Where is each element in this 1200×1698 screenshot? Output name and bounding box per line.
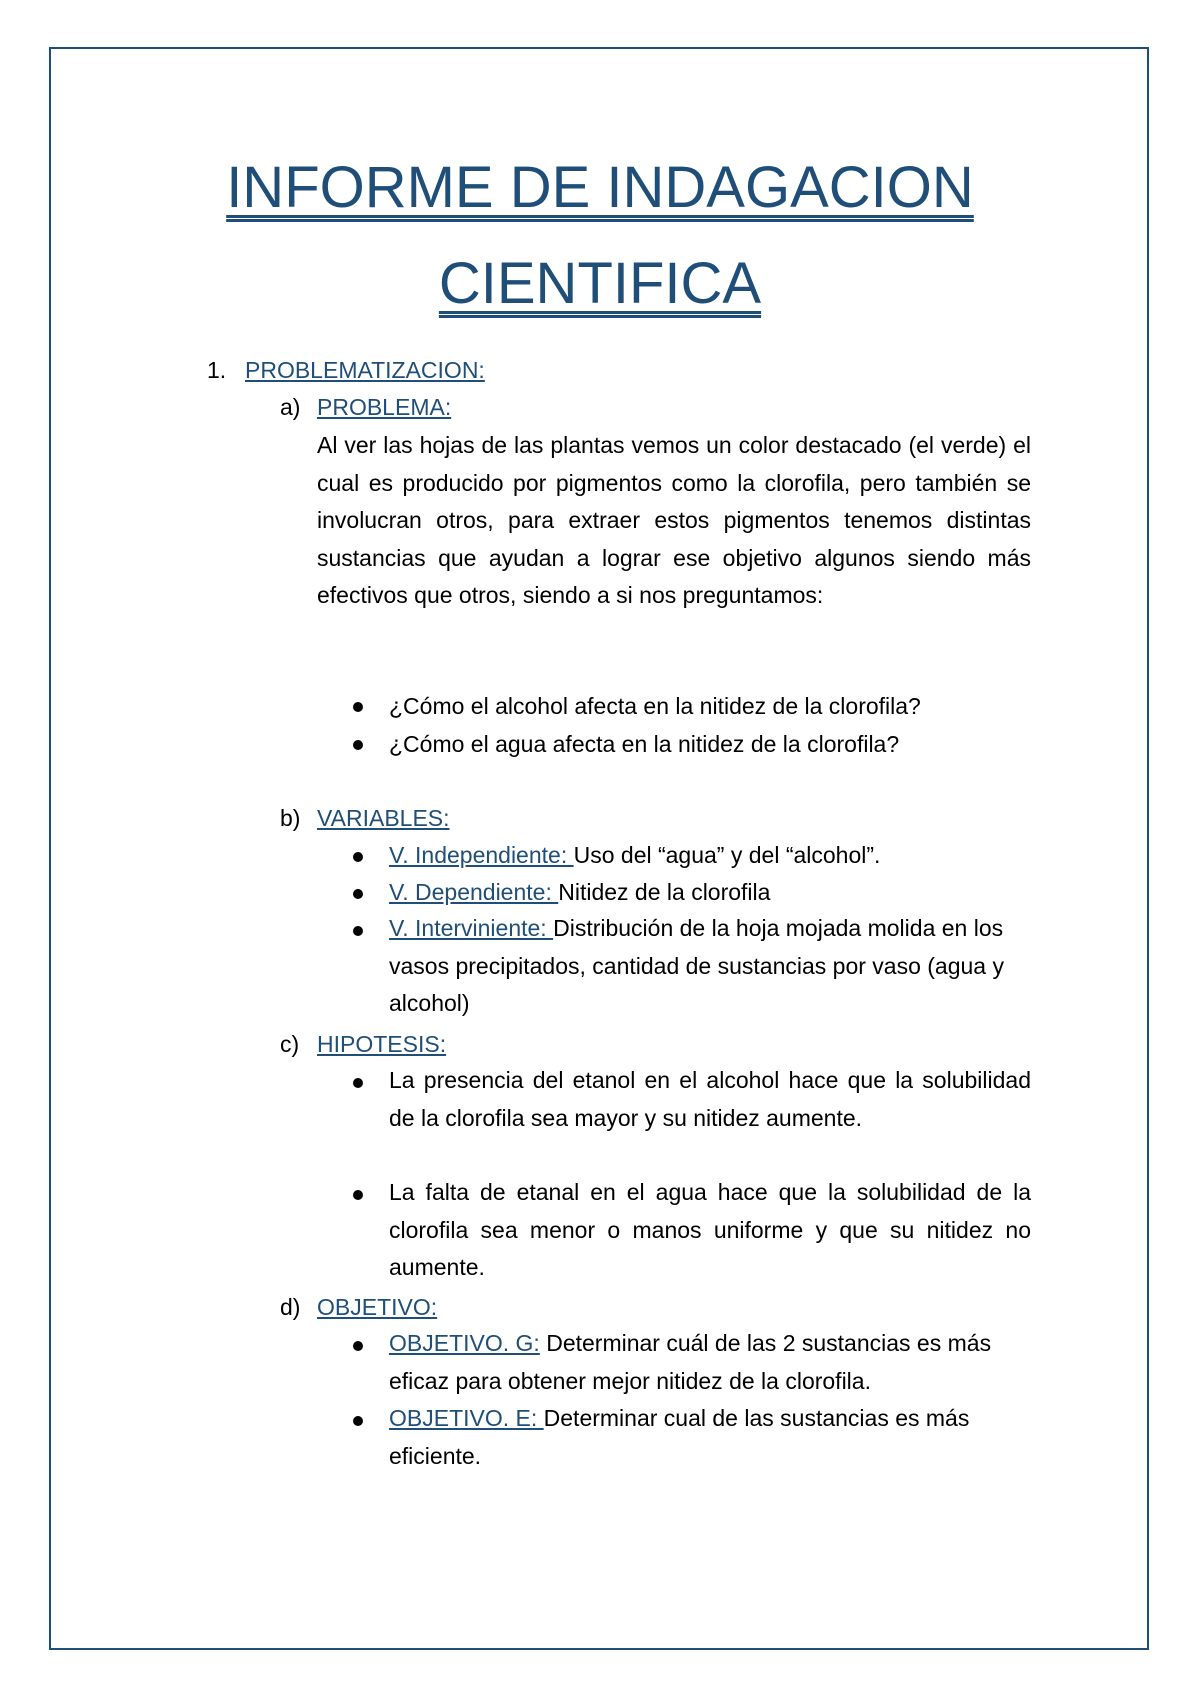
bullet-icon (353, 1341, 363, 1351)
bullet-icon (353, 1416, 363, 1426)
bullet-icon (353, 852, 363, 862)
variables-heading: VARIABLES: (317, 805, 450, 831)
bullet-icon (353, 1190, 363, 1200)
section-number: 1. (207, 357, 227, 383)
objetivo-label: OBJETIVO. E: (389, 1405, 544, 1431)
variable-dependiente (389, 877, 1039, 907)
variable-label: V. Interviniente: (389, 915, 554, 941)
problema-paragraph: Al ver las hojas de las plantas vemos un color destacado (el verde) el cual es producido por pigmentos como la clorofila, pero también se involucran otros, para extraer estos pigmentos tenemos distintas sustancias que ayudan a lograr ese objetivo algunos siendo más efectivos que otros, siendo a si nos preguntamos: (317, 432, 1031, 608)
bullet-icon (353, 926, 363, 936)
hipotesis-heading: HIPOTESIS: (317, 1031, 447, 1057)
hipotesis-item-1: La presencia del etanol en el alcohol hace que la solubilidad de la clorofila sea mayor y su nitidez aumente. (389, 1067, 1031, 1131)
question-alcohol: ¿Cómo el alcohol afecta en la nitidez de la clorofila? (389, 693, 921, 719)
objetivo-text: Determinar cuál de las 2 sustancias es más eficaz para obtener mejor nitidez de la clorofila. (389, 1330, 992, 1394)
variable-text: Uso del “agua” y del “alcohol”. (573, 842, 881, 868)
hipotesis-letter: c) (280, 1031, 300, 1057)
variable-label: V. Independiente: (389, 842, 574, 868)
variables-letter: b) (280, 805, 301, 831)
objetivo-general (389, 1325, 1029, 1400)
variable-label: V. Dependiente: (389, 879, 559, 905)
objetivo-letter: d) (280, 1294, 301, 1320)
variable-independiente (389, 840, 1039, 870)
bullet-icon (353, 1078, 363, 1088)
objetivo-heading: OBJETIVO: (317, 1294, 438, 1320)
document-title-line-1: INFORME DE INDAGACION (226, 155, 974, 220)
hipotesis-item-2: La falta de etanal en el agua hace que la solubilidad de la clorofila sea menor o manos uniforme y que su nitidez no aumente. (389, 1179, 1031, 1280)
problema-heading: PROBLEMA: (317, 394, 452, 420)
variable-text: Nitidez de la clorofila (558, 879, 771, 905)
document-title-line-2: CIENTIFICA (438, 251, 762, 316)
objetivo-text: Determinar cual de las sustancias es más eficiente. (389, 1405, 970, 1469)
bullet-icon (353, 889, 363, 899)
section-heading: PROBLEMATIZACION: (245, 357, 485, 383)
problema-letter: a) (280, 394, 301, 420)
variable-interviniente (389, 910, 1029, 1023)
question-agua: ¿Cómo el agua afecta en la nitidez de la clorofila? (389, 731, 900, 757)
bullet-icon (353, 702, 363, 712)
variable-text: Distribución de la hoja mojada molida en los vasos precipitados, cantidad de sustancias por vaso (agua y alcohol) (389, 915, 1004, 1016)
objetivo-label: OBJETIVO. G: (389, 1330, 540, 1356)
bullet-icon (353, 740, 363, 750)
objetivo-especifico (389, 1400, 1029, 1475)
